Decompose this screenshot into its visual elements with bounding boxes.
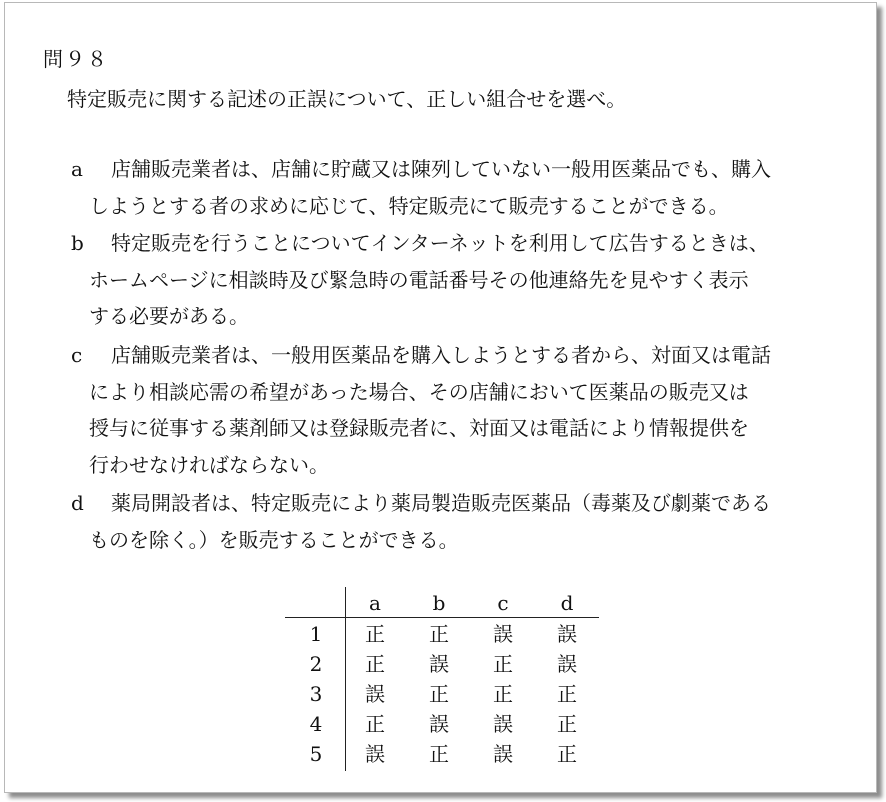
statement-label: a	[71, 157, 83, 181]
table-cell: 正	[557, 712, 577, 736]
statement-text: 特定販売を行うことについてインターネットを利用して広告するときは、	[111, 231, 769, 255]
statement-text: 授与に従事する薬剤師又は登録販売者に、対面又は電話により情報提供を	[89, 416, 749, 440]
row-number: 1	[309, 622, 323, 646]
table-cell: 誤	[429, 652, 449, 676]
statement-text: ホームページに相談時及び緊急時の電話番号その他連絡先を見やすく表示	[89, 267, 749, 292]
row-number: 4	[309, 712, 323, 736]
table-cell: 誤	[557, 622, 577, 646]
statement-d	[71, 485, 851, 558]
statement-label: d	[71, 491, 84, 515]
statement-text: 店舗販売業者は、一般用医薬品を購入しようとする者から、対面又は電話	[111, 343, 771, 367]
table-cell: 正	[493, 652, 513, 676]
row-number: 2	[309, 652, 323, 676]
statement-text: 行わせなければならない。	[89, 452, 329, 477]
table-cell: 正	[365, 652, 385, 676]
statement-a	[71, 151, 851, 224]
column-header-a: a	[369, 591, 381, 615]
statement-label: c	[71, 343, 83, 367]
exam-page	[4, 2, 877, 793]
question-number: 問９８	[43, 47, 109, 71]
table-divider-vertical	[345, 587, 346, 771]
statement-b	[71, 225, 851, 335]
statement-text: により相談応需の希望があった場合、その店舗において医薬品の販売又は	[89, 379, 749, 404]
column-header-b: b	[432, 591, 446, 615]
table-cell: 誤	[429, 712, 449, 736]
column-header-d: d	[560, 591, 574, 615]
statement-text: ものを除く。）を販売することができる。	[89, 527, 459, 552]
table-cell: 正	[429, 682, 449, 706]
table-cell: 正	[557, 682, 577, 706]
answer-table	[285, 587, 599, 771]
table-cell: 正	[557, 742, 577, 766]
statement-text: する必要がある。	[89, 304, 249, 328]
statement-c	[71, 337, 851, 483]
table-cell: 誤	[493, 742, 513, 766]
question-prompt: 特定販売に関する記述の正誤について、正しい組合せを選べ。	[67, 87, 627, 111]
column-header-c: c	[497, 591, 509, 615]
table-cell: 誤	[557, 652, 577, 676]
table-cell: 正	[365, 622, 385, 646]
statement-text: 薬局開設者は、特定販売により薬局製造販売医薬品（毒薬及び劇薬である	[111, 491, 771, 515]
table-cell: 誤	[493, 712, 513, 736]
statement-text: 店舗販売業者は、店舗に貯蔵又は陳列していない一般用医薬品でも、購入	[111, 157, 771, 181]
table-cell: 正	[429, 742, 449, 766]
table-cell: 正	[365, 712, 385, 736]
row-number: 5	[309, 742, 323, 766]
table-divider-horizontal	[285, 617, 599, 618]
table-cell: 誤	[493, 622, 513, 646]
row-number: 3	[309, 682, 323, 706]
table-cell: 正	[493, 682, 513, 706]
statement-text: しようとする者の求めに応じて、特定販売にて販売することができる。	[89, 193, 729, 218]
table-cell: 誤	[365, 742, 385, 766]
statement-label: b	[71, 231, 84, 255]
table-cell: 誤	[365, 682, 385, 706]
table-cell: 正	[429, 622, 449, 646]
